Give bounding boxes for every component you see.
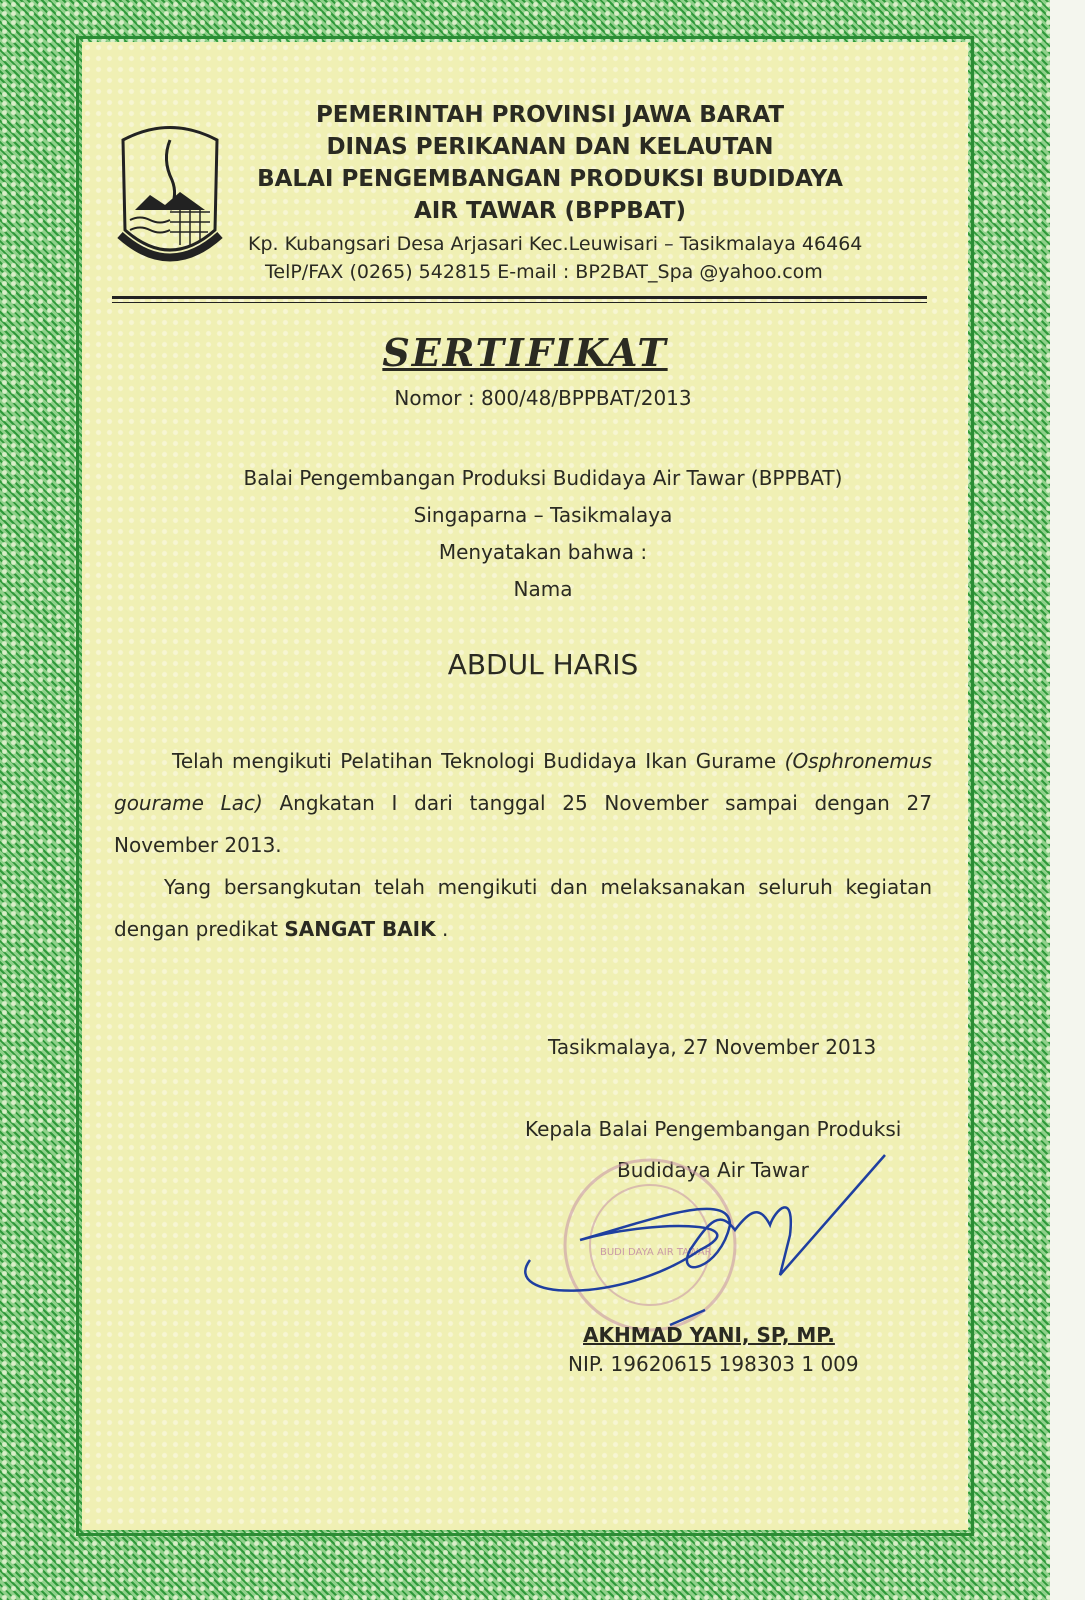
header-address: Kp. Kubangsari Desa Arjasari Kec.Leuwisari – Tasikmalaya 46464 <box>248 233 863 255</box>
recipient-name: ABDUL HARIS <box>447 648 639 681</box>
stamp-text: BUDI DAYA AIR TAWAR <box>600 1247 712 1258</box>
issuer-line-3: Menyatakan bahwa : <box>438 540 648 564</box>
paragraph-text: Telah mengikuti Pelatihan Teknologi Budidaya Ikan Gurame <box>172 749 785 773</box>
paragraph-result <box>114 866 932 950</box>
signatory-name: AKHMAD YANI, SP, MP. <box>583 1323 835 1347</box>
signatory-position-2: Budidaya Air Tawar <box>617 1158 809 1182</box>
signatory-position-1: Kepala Balai Pengembangan Produksi <box>525 1117 902 1141</box>
header-rule <box>112 296 927 299</box>
species-name: (Osphronemus gourame Lac) <box>114 749 932 815</box>
header-line-3: BALAI PENGEMBANGAN PRODUKSI BUDIDAYA <box>257 166 843 192</box>
header-rule-thin <box>112 302 927 303</box>
paragraph-text: Angkatan I dari tanggal 25 November sampai dengan 27 November 2013. <box>114 791 932 857</box>
official-stamp <box>520 1150 920 1350</box>
predicate: SANGAT BAIK <box>284 917 436 941</box>
header-line-4: AIR TAWAR (BPPBAT) <box>413 198 687 224</box>
certificate-number: Nomor : 800/48/BPPBAT/2013 <box>394 386 692 410</box>
header-line-1: PEMERINTAH PROVINSI JAWA BARAT <box>315 102 785 128</box>
paragraph-text: Yang bersangkutan telah mengikuti dan melaksanakan seluruh kegiatan dengan predikat <box>114 875 932 941</box>
header-line-2: DINAS PERIKANAN DAN KELAUTAN <box>326 134 774 160</box>
name-label: Nama <box>513 577 573 601</box>
certificate-title: SERTIFIKAT <box>382 330 668 375</box>
issuer-line-1: Balai Pengembangan Produksi Budidaya Air Tawar (BPPBAT) <box>243 466 843 490</box>
place-date: Tasikmalaya, 27 November 2013 <box>548 1035 877 1059</box>
issuer-line-2: Singaparna – Tasikmalaya <box>413 503 673 527</box>
signatory-nip: NIP. 19620615 198303 1 009 <box>568 1352 859 1376</box>
header-contact: TelP/FAX (0265) 542815 E-mail : BP2BAT_Spa @yahoo.com <box>265 261 823 283</box>
paragraph-training <box>114 740 932 866</box>
paragraph-text: . <box>435 917 449 941</box>
